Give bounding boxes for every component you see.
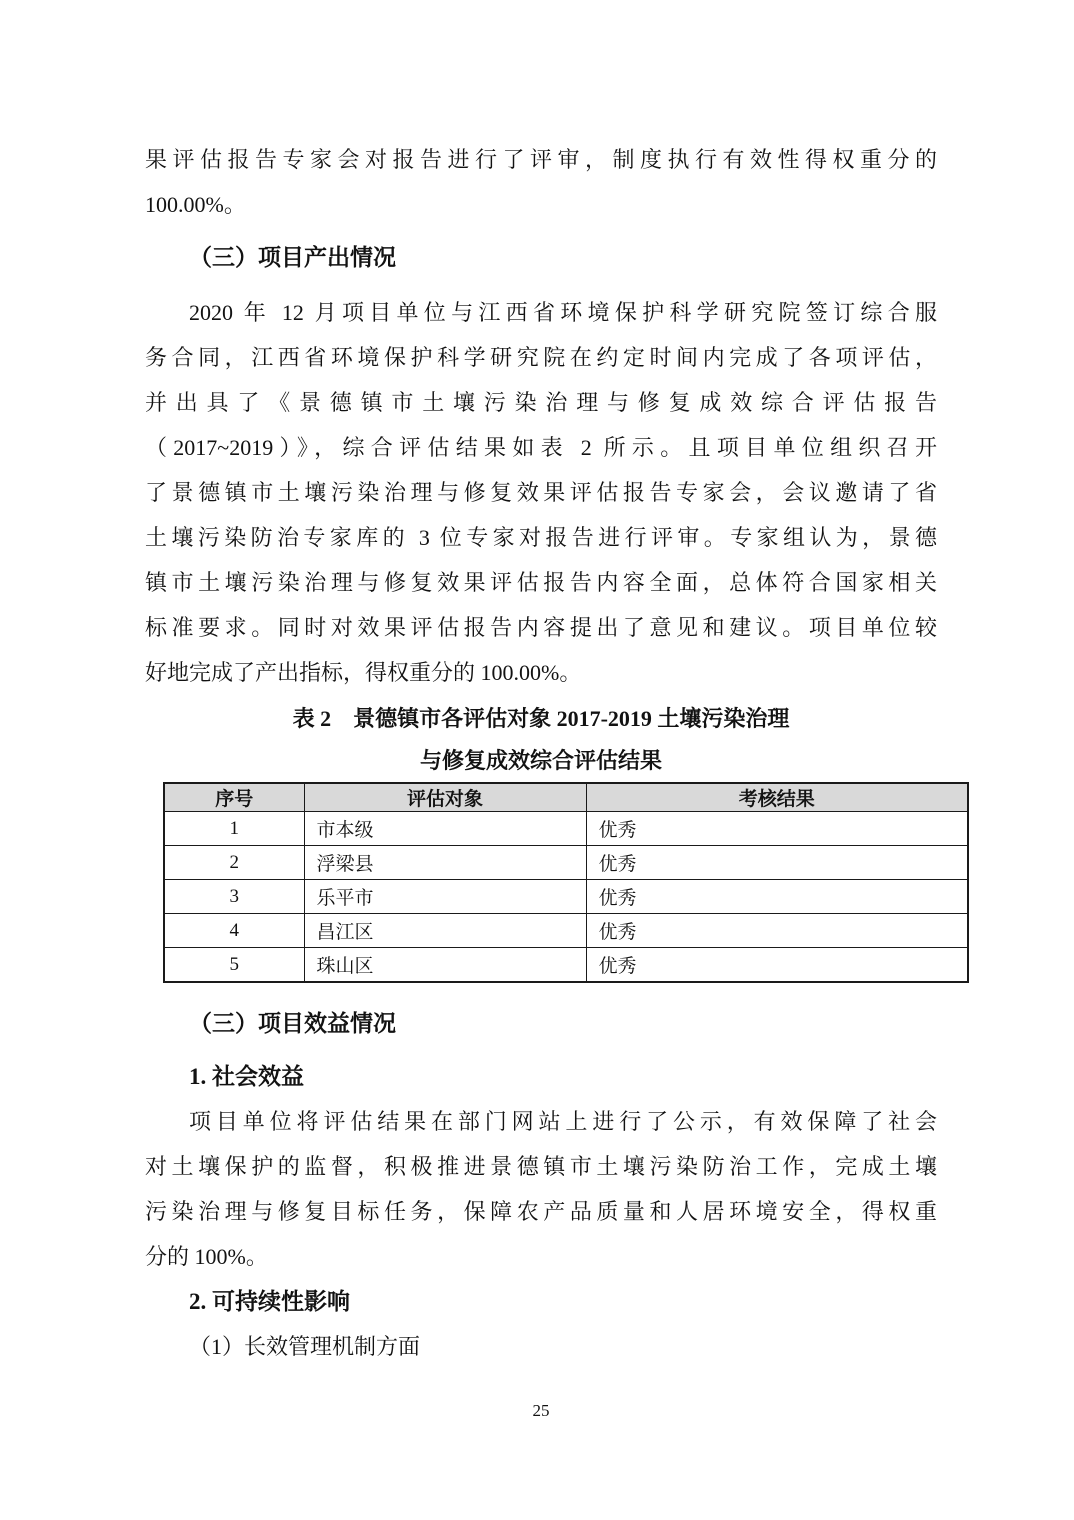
section-heading-benefit: （三）项目效益情况 <box>189 1011 396 1036</box>
text-line: 2020 年 12 月项目单位与江西省环境保护科学研究院签订综合服 <box>189 300 937 325</box>
text-line: 对土壤保护的监督，积极推进景德镇市土壤污染防治工作，完成土壤 <box>145 1154 937 1179</box>
table-row <box>164 948 968 983</box>
text-line: 污染治理与修复目标任务，保障农产品质量和人居环境安全，得权重 <box>145 1199 937 1224</box>
paragraph-continued <box>145 137 937 227</box>
text-line: （1）长效管理机制方面 <box>189 1334 421 1359</box>
text-line: 果评估报告专家会对报告进行了评审，制度执行有效性得权重分的 <box>145 147 937 172</box>
table-caption-line1: 表 2 景德镇市各评估对象 2017-2019 土壤污染治理 <box>292 706 790 731</box>
text-line: 分的 100%。 <box>145 1244 268 1269</box>
subheading-social-benefit: 1. 社会效益 <box>189 1064 304 1089</box>
table-cell: 珠山区 <box>304 948 586 983</box>
text-line: 标准要求。同时对效果评估报告内容提出了意见和建议。项目单位较 <box>145 615 937 640</box>
table-cell: 优秀 <box>586 880 968 914</box>
section-heading-output: （三）项目产出情况 <box>189 245 396 270</box>
table-cell: 市本级 <box>304 812 586 846</box>
table-row <box>164 846 968 880</box>
text-line: 并出具了《景德镇市土壤污染治理与修复成效综合评估报告 <box>145 390 937 415</box>
text-line: 了景德镇市土壤污染治理与修复效果评估报告专家会，会议邀请了省 <box>145 480 937 505</box>
table-row <box>164 880 968 914</box>
table-cell: 优秀 <box>586 812 968 846</box>
paragraph-output <box>145 290 937 695</box>
table-cell: 优秀 <box>586 846 968 880</box>
table-cell: 1 <box>164 812 304 846</box>
subheading-sustainability: 2. 可持续性影响 <box>189 1289 350 1314</box>
text-line: 好地完成了产出指标，得权重分的 100.00%。 <box>145 660 582 685</box>
table-cell: 2 <box>164 846 304 880</box>
table-cell: 优秀 <box>586 948 968 983</box>
text-line: 务合同，江西省环境保护科学研究院在约定时间内完成了各项评估， <box>145 345 937 370</box>
table-cell: 乐平市 <box>304 880 586 914</box>
text-line: 100.00%。 <box>145 192 246 217</box>
text-line: （2017~2019）》，综合评估结果如表 2 所示。且项目单位组织召开 <box>145 435 937 460</box>
table-cell: 5 <box>164 948 304 983</box>
table-header-cell: 评估对象 <box>304 783 586 812</box>
evaluation-result-table <box>163 782 969 983</box>
text-line: 土壤污染防治专家库的 3 位专家对报告进行评审。专家组认为，景德 <box>145 525 937 550</box>
text-line: 镇市土壤污染治理与修复效果评估报告内容全面，总体符合国家相关 <box>145 570 937 595</box>
table-row <box>164 914 968 948</box>
document-body <box>145 0 937 1369</box>
table-cell: 优秀 <box>586 914 968 948</box>
table-row <box>164 812 968 846</box>
table-header-row <box>164 783 968 812</box>
paragraph-mechanism <box>145 1324 937 1369</box>
table-cell: 昌江区 <box>304 914 586 948</box>
table-cell: 浮梁县 <box>304 846 586 880</box>
text-line: 项目单位将评估结果在部门网站上进行了公示，有效保障了社会 <box>189 1109 937 1134</box>
page-number: 25 <box>532 1401 550 1420</box>
table-header-cell: 考核结果 <box>586 783 968 812</box>
table-header-cell: 序号 <box>164 783 304 812</box>
table-cell: 3 <box>164 880 304 914</box>
paragraph-social <box>145 1099 937 1279</box>
table-cell: 4 <box>164 914 304 948</box>
table-caption-line2: 与修复成效综合评估结果 <box>419 748 662 773</box>
